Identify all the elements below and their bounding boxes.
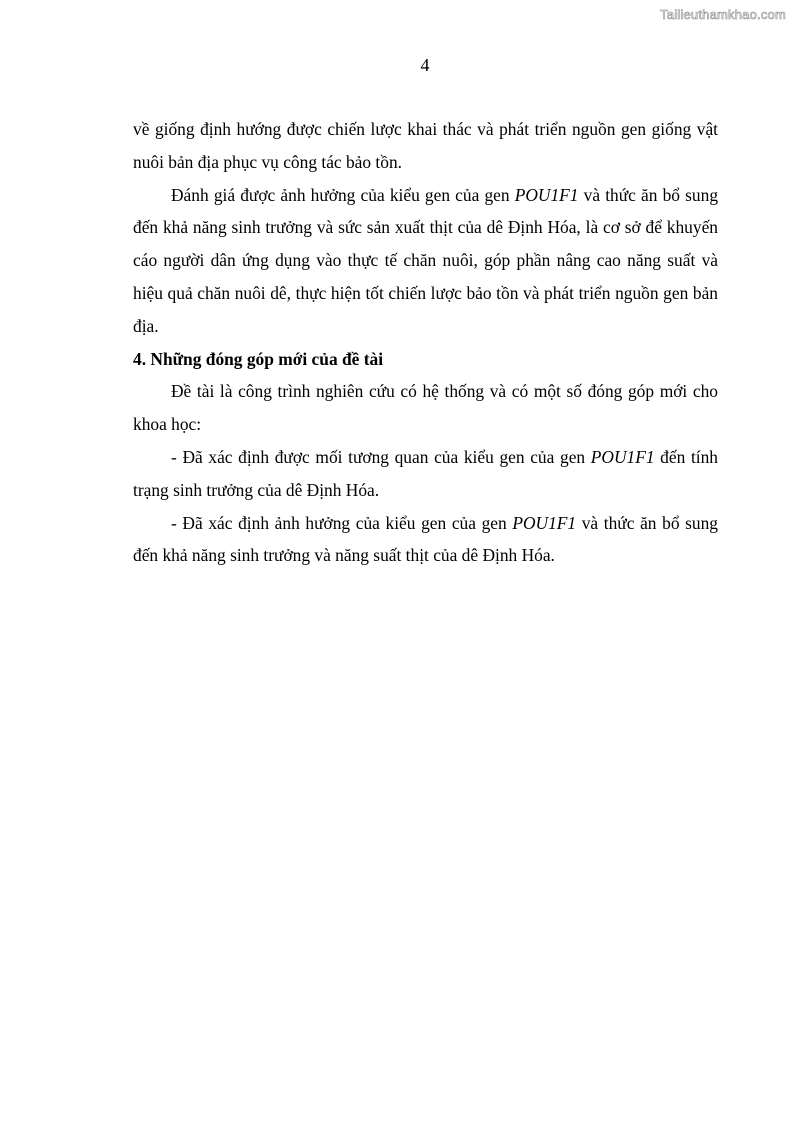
- list-item-text: - Đã xác định ảnh hưởng của kiểu gen của gen: [171, 512, 513, 533]
- watermark: Tailieuthamkhao.com: [660, 7, 786, 22]
- paragraph-text: và thức ăn bổ sung đến khả năng sinh trưởng và sức sản xuất thịt của dê Định Hóa, là cơ sở để khuyến cáo người dân ứng dụng vào thực tế chăn nuôi, góp phần nâng cao năng suất và hiệu quả chăn nuôi dê, thực hiện tốt chiến lược bảo tồn và phát triển nguồn gen bản địa.: [133, 184, 719, 336]
- gene-name: POU1F1: [512, 512, 577, 533]
- list-item: [133, 507, 718, 573]
- paragraph-text: Đánh giá được ảnh hưởng của kiểu gen của gen: [171, 184, 515, 205]
- list-item-text: và thức ăn bổ sung đến khả năng sinh trưởng và năng suất thịt của dê Định Hóa.: [133, 512, 719, 566]
- list-item: [133, 441, 718, 507]
- page-number: 4: [420, 55, 430, 75]
- paragraph-intro: Đề tài là công trình nghiên cứu có hệ thống và có một số đóng góp mới cho khoa học:: [133, 381, 718, 435]
- list-item-text: - Đã xác định được mối tương quan của kiểu gen của gen: [171, 446, 591, 467]
- list-item-text: đến tính trạng sinh trưởng của dê Định Hóa.: [133, 446, 718, 500]
- section-heading: 4. Những đóng góp mới của đề tài: [133, 348, 384, 369]
- paragraph-continuation: về giống định hướng được chiến lược khai thác và phát triển nguồn gen giống vật nuôi bản địa phục vụ công tác bảo tồn.: [133, 119, 718, 172]
- gene-name: POU1F1: [514, 184, 579, 205]
- document-body: [133, 113, 718, 572]
- gene-name: POU1F1: [590, 446, 655, 467]
- paragraph-evaluation: [133, 179, 718, 343]
